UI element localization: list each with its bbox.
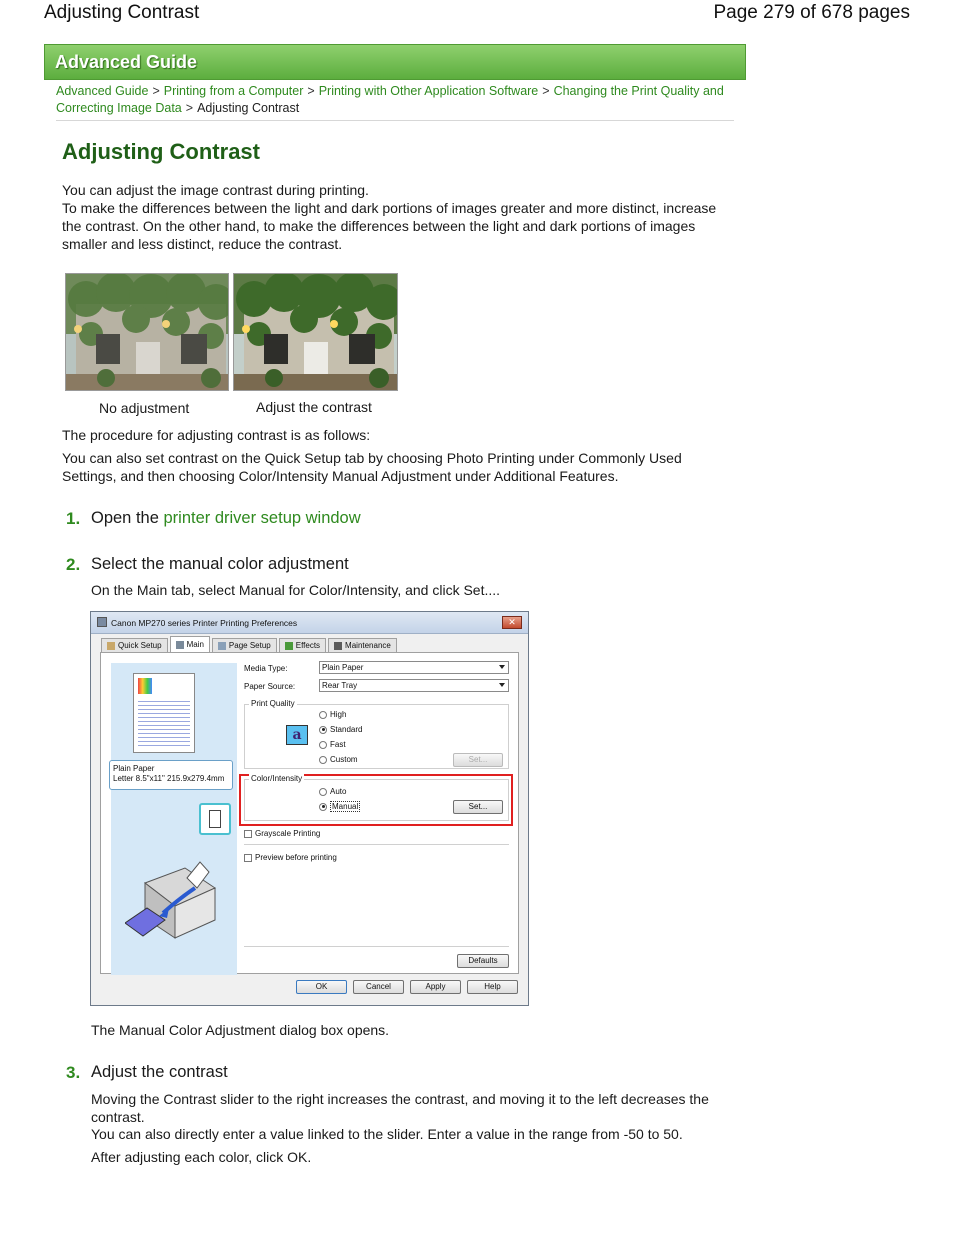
- print-quality-label: Print Quality: [251, 699, 295, 708]
- quick-setup-icon: [107, 642, 115, 650]
- step-3-title: Adjust the contrast: [91, 1063, 228, 1081]
- intro-line-1: You can adjust the image contrast during printing.: [62, 182, 369, 198]
- breadcrumb-current: Adjusting Contrast: [197, 101, 300, 115]
- step-3-body-3: After adjusting each color, click OK.: [91, 1149, 312, 1165]
- chevron-down-icon: [499, 665, 505, 669]
- defaults-button[interactable]: Defaults: [457, 954, 509, 968]
- caption-adjust-contrast: Adjust the contrast: [256, 399, 372, 415]
- printer-driver-setup-link[interactable]: printer driver setup window: [163, 509, 361, 527]
- cancel-button[interactable]: Cancel: [353, 980, 404, 994]
- checkbox-indicator: [244, 854, 252, 862]
- media-type-select[interactable]: [319, 661, 509, 674]
- radio-label: Manual: [332, 802, 359, 811]
- step-3-body-1: Moving the Contrast slider to the right increases the contrast, and moving it to the left decreases the contrast.: [91, 1091, 709, 1125]
- breadcrumb-link-other-application[interactable]: Printing with Other Application Software: [318, 84, 539, 98]
- maintenance-icon: [334, 642, 342, 650]
- printer-illustration-icon: [125, 858, 221, 948]
- breadcrumb-separator: >: [185, 101, 194, 115]
- step-3-body-2: You can also directly enter a value linked to the slider. Enter a value in the range from -50 to 50.: [91, 1126, 683, 1142]
- paper-info-line-1: Plain Paper: [113, 764, 155, 773]
- preview-checkbox[interactable]: [244, 853, 337, 862]
- preview-text-lines: [138, 698, 190, 748]
- printer-icon: [97, 617, 107, 627]
- color-auto-radio[interactable]: [319, 787, 346, 796]
- step-3-number: 3.: [66, 1063, 81, 1082]
- effects-icon: [285, 642, 293, 650]
- quality-custom-radio[interactable]: [319, 755, 358, 764]
- breadcrumb-link-advanced-guide[interactable]: Advanced Guide: [56, 84, 149, 98]
- tab-label: Maintenance: [345, 641, 391, 650]
- apply-button[interactable]: Apply: [410, 980, 461, 994]
- breadcrumb-link-print-quality[interactable]: Changing the Print Quality and Correcting Image Data: [56, 84, 724, 115]
- radio-indicator: [319, 756, 327, 764]
- quality-a-icon: a: [286, 725, 308, 745]
- page-header-title: Adjusting Contrast: [44, 2, 200, 23]
- caption-no-adjustment: No adjustment: [99, 400, 190, 416]
- help-button[interactable]: Help: [467, 980, 518, 994]
- intro-line-2: To make the differences between the light and dark portions of images greater and more distinct, increase the contrast. On the other hand, to make the differences between the light and dark portions of images smaller and less distinct, reduce the contrast.: [62, 200, 717, 252]
- media-type-label: Media Type:: [244, 664, 288, 673]
- step-2-title: Select the manual color adjustment: [91, 555, 349, 573]
- main-icon: [176, 641, 184, 649]
- paper-size-icon: [199, 803, 231, 835]
- photo-adjusted-contrast: [233, 273, 398, 391]
- quality-standard-radio[interactable]: [319, 725, 362, 734]
- radio-label: Custom: [330, 755, 358, 764]
- close-button[interactable]: ✕: [502, 616, 522, 629]
- banner-label: Advanced Guide: [55, 52, 198, 72]
- tab-main[interactable]: [170, 636, 210, 652]
- breadcrumb-link-printing-from-computer[interactable]: Printing from a Computer: [163, 84, 304, 98]
- dialog-tabs: [101, 638, 397, 653]
- color-set-button[interactable]: Set...: [453, 800, 503, 814]
- paper-info-box: [109, 760, 233, 790]
- ok-button[interactable]: OK: [296, 980, 347, 994]
- divider: [56, 120, 734, 121]
- dialog-title: Canon MP270 series Printer Printing Preferences: [111, 618, 298, 628]
- step-2-number: 2.: [66, 555, 81, 574]
- checkbox-label: Grayscale Printing: [255, 829, 321, 838]
- section-divider: [244, 946, 509, 947]
- radio-indicator: [319, 741, 327, 749]
- step-1-prefix: Open the: [91, 509, 164, 527]
- radio-indicator: [319, 726, 327, 734]
- settings-preview-pane: [111, 663, 237, 975]
- tab-label: Quick Setup: [118, 641, 162, 650]
- color-intensity-label: Color/Intensity: [251, 774, 303, 783]
- radio-label: Fast: [330, 740, 346, 749]
- photo-no-adjustment: [65, 273, 229, 391]
- procedure-text: The procedure for adjusting contrast is as follows:: [62, 427, 371, 443]
- page-title: Adjusting Contrast: [62, 139, 260, 164]
- step-1-title: [91, 509, 361, 528]
- breadcrumb-separator: >: [307, 84, 315, 98]
- page-preview: [133, 673, 195, 753]
- paper-source-label: Paper Source:: [244, 682, 296, 691]
- step-1-number: 1.: [66, 509, 81, 528]
- tab-quick-setup[interactable]: [101, 638, 168, 652]
- dialog-titlebar: [91, 612, 528, 634]
- tab-label: Effects: [295, 641, 321, 650]
- section-divider: [244, 844, 509, 845]
- radio-label: High: [330, 710, 347, 719]
- radio-indicator: [319, 788, 327, 796]
- chevron-down-icon: [499, 683, 505, 687]
- breadcrumb-separator: >: [542, 84, 550, 98]
- after-dialog-text: The Manual Color Adjustment dialog box opens.: [91, 1022, 390, 1038]
- preview-image-thumb: [138, 678, 152, 694]
- paper-source-value: Rear Tray: [322, 681, 358, 690]
- radio-indicator: [319, 803, 327, 811]
- paper-source-select[interactable]: [319, 679, 509, 692]
- printing-preferences-dialog: [90, 611, 529, 1006]
- quick-setup-note: You can also set contrast on the Quick Setup tab by choosing Photo Printing under Commonly Used Settings, and then choosing Color/Intensity Manual Adjustment under Additional Features.: [62, 450, 682, 484]
- breadcrumb: [56, 83, 746, 117]
- page-counter: Page 279 of 678 pages: [713, 2, 910, 23]
- radio-indicator: [319, 711, 327, 719]
- main-tab-panel: [100, 652, 519, 974]
- tab-maintenance[interactable]: [328, 638, 397, 652]
- tab-label: Main: [186, 640, 204, 649]
- media-type-value: Plain Paper: [322, 663, 364, 672]
- step-2-body: On the Main tab, select Manual for Color/Intensity, and click Set....: [91, 582, 501, 598]
- page-setup-icon: [218, 642, 226, 650]
- quality-high-radio[interactable]: [319, 710, 346, 719]
- paper-info-line-2: Letter 8.5"x11" 215.9x279.4mm: [113, 774, 225, 783]
- checkbox-indicator: [244, 830, 252, 838]
- radio-label: Auto: [330, 787, 347, 796]
- grayscale-checkbox[interactable]: [244, 829, 320, 838]
- radio-label: Standard: [330, 725, 363, 734]
- quality-fast-radio[interactable]: [319, 740, 346, 749]
- color-manual-radio[interactable]: [319, 801, 360, 812]
- breadcrumb-separator: >: [152, 84, 160, 98]
- quality-set-button[interactable]: Set...: [453, 753, 503, 767]
- checkbox-label: Preview before printing: [255, 853, 337, 862]
- tab-page-setup[interactable]: [212, 638, 277, 652]
- tab-effects[interactable]: [279, 638, 326, 652]
- advanced-guide-banner: [44, 44, 746, 80]
- tab-label: Page Setup: [228, 641, 271, 650]
